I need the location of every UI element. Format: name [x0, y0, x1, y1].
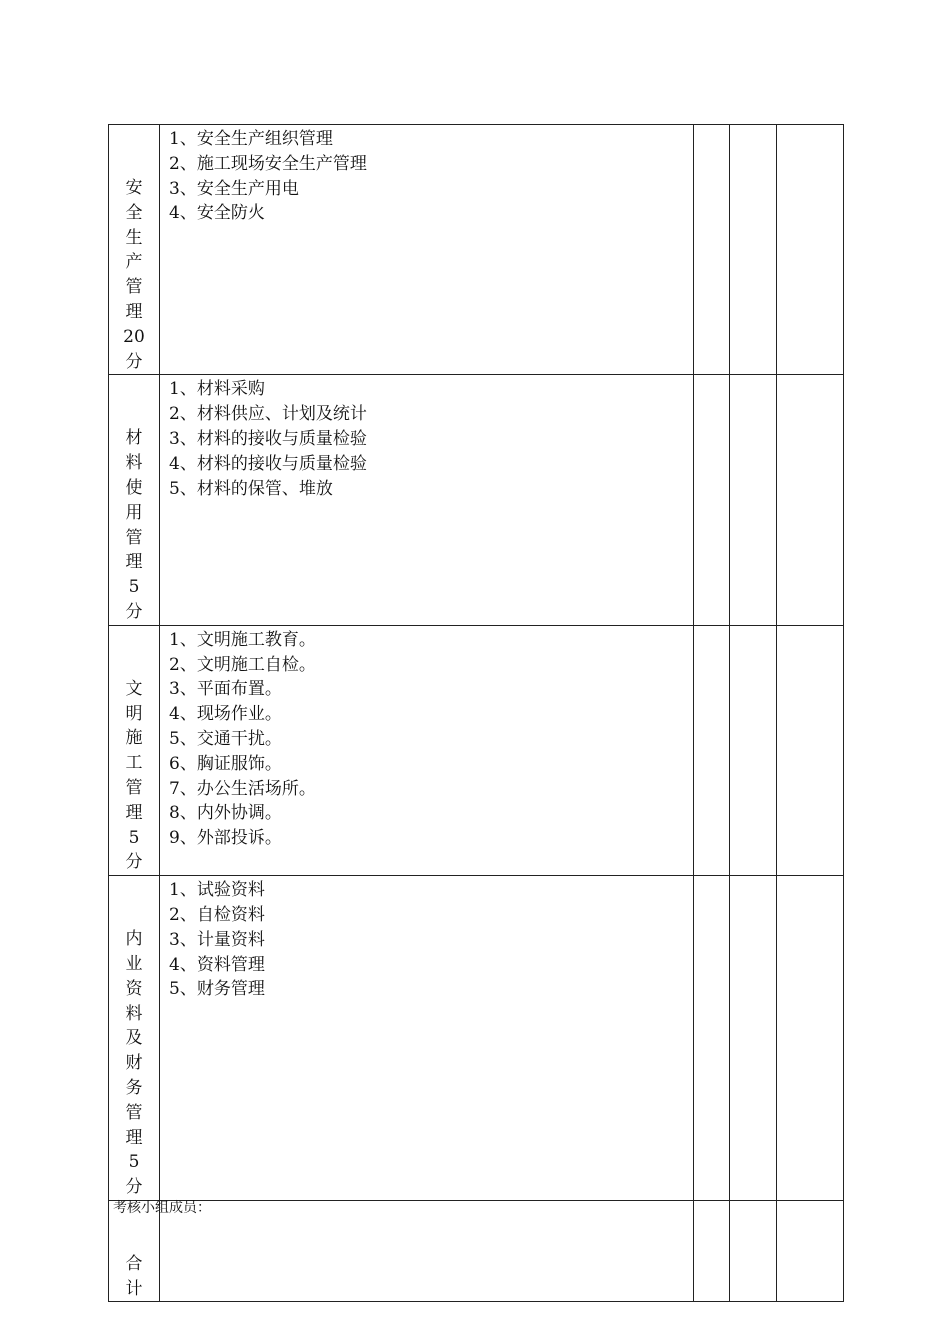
score-cell[interactable]	[694, 876, 730, 1201]
score-cell[interactable]	[694, 1200, 730, 1302]
category-cell	[109, 375, 160, 625]
category-char: 务	[125, 1077, 143, 1098]
table-row	[109, 625, 844, 875]
list-item: 1、试验资料	[169, 880, 265, 901]
list-item: 4、现场作业。	[169, 704, 282, 725]
category-char: 管	[125, 527, 143, 548]
category-char: 分	[125, 1177, 143, 1198]
category-char: 管	[125, 277, 143, 298]
category-char: 理	[125, 802, 143, 823]
list-item: 2、材料供应、计划及统计	[169, 404, 367, 425]
category-char: 明	[125, 703, 143, 724]
list-item: 3、材料的接收与质量检验	[169, 428, 367, 449]
score-cell[interactable]	[777, 625, 844, 875]
score-cell[interactable]	[694, 375, 730, 625]
category-char: 理	[125, 552, 143, 573]
category-char: 理	[125, 301, 143, 322]
category-char: 内	[125, 929, 143, 950]
list-item: 1、材料采购	[169, 379, 265, 400]
category-char: 用	[125, 502, 143, 523]
category-cell	[109, 625, 160, 875]
items-cell	[160, 375, 694, 625]
category-char: 资	[125, 978, 143, 999]
list-item: 3、安全生产用电	[169, 178, 299, 199]
category-char: 分	[125, 852, 143, 873]
list-item: 5、财务管理	[169, 979, 265, 1000]
category-char: 产	[125, 252, 143, 273]
list-item: 2、施工现场安全生产管理	[169, 153, 367, 174]
list-item: 5、材料的保管、堆放	[169, 478, 333, 499]
list-item: 9、外部投诉。	[169, 828, 282, 849]
category-char: 料	[125, 453, 143, 474]
list-item: 6、胸证服饰。	[169, 753, 282, 774]
category-char: 5	[128, 827, 140, 848]
total-label-char: 计	[125, 1278, 143, 1299]
list-item: 2、自检资料	[169, 904, 265, 925]
items-cell	[160, 876, 694, 1201]
list-item: 5、交通干扰。	[169, 728, 282, 749]
score-cell[interactable]	[694, 125, 730, 375]
category-char: 生	[125, 227, 143, 248]
list-item: 3、平面布置。	[169, 679, 282, 700]
category-char: 理	[125, 1127, 143, 1148]
category-char: 5	[128, 1152, 140, 1173]
list-item: 2、文明施工自检。	[169, 654, 316, 675]
list-item: 4、安全防火	[169, 203, 265, 224]
category-char: 管	[125, 1102, 143, 1123]
score-cell[interactable]	[777, 876, 844, 1201]
category-char: 材	[125, 428, 143, 449]
total-value-cell[interactable]	[160, 1200, 694, 1302]
category-char: 财	[125, 1053, 143, 1074]
category-char: 20	[123, 326, 145, 347]
category-char: 分	[125, 351, 143, 372]
category-char: 文	[125, 678, 143, 699]
category-cell	[109, 876, 160, 1201]
list-item: 8、内外协调。	[169, 803, 282, 824]
list-item: 3、计量资料	[169, 929, 265, 950]
table-row	[109, 375, 844, 625]
list-item: 1、文明施工教育。	[169, 629, 316, 650]
list-item: 4、材料的接收与质量检验	[169, 453, 367, 474]
score-cell[interactable]	[777, 125, 844, 375]
category-char: 分	[125, 601, 143, 622]
list-item: 7、办公生活场所。	[169, 778, 316, 799]
assessment-table	[108, 124, 844, 1302]
members-label: 考核小组成员：	[113, 1200, 211, 1216]
category-cell	[109, 125, 160, 375]
score-cell[interactable]	[730, 625, 777, 875]
score-cell[interactable]	[694, 625, 730, 875]
category-char: 全	[125, 202, 143, 223]
category-char: 使	[125, 477, 143, 498]
score-cell[interactable]	[730, 375, 777, 625]
items-cell	[160, 625, 694, 875]
score-cell[interactable]	[730, 1200, 777, 1302]
category-char: 管	[125, 777, 143, 798]
score-cell[interactable]	[730, 876, 777, 1201]
table-row	[109, 876, 844, 1201]
category-char: 工	[125, 753, 143, 774]
category-char: 料	[125, 1003, 143, 1024]
category-char: 施	[125, 728, 143, 749]
items-cell	[160, 125, 694, 375]
category-char: 及	[125, 1028, 143, 1049]
category-char: 业	[125, 953, 143, 974]
score-cell[interactable]	[777, 375, 844, 625]
score-cell[interactable]	[777, 1200, 844, 1302]
table-row	[109, 125, 844, 375]
list-item: 1、安全生产组织管理	[169, 129, 333, 149]
score-cell[interactable]	[730, 125, 777, 375]
total-label-char: 合	[125, 1253, 143, 1274]
list-item: 4、资料管理	[169, 954, 265, 975]
total-row	[109, 1200, 844, 1302]
category-char: 安	[125, 178, 143, 198]
category-char: 5	[128, 577, 140, 598]
